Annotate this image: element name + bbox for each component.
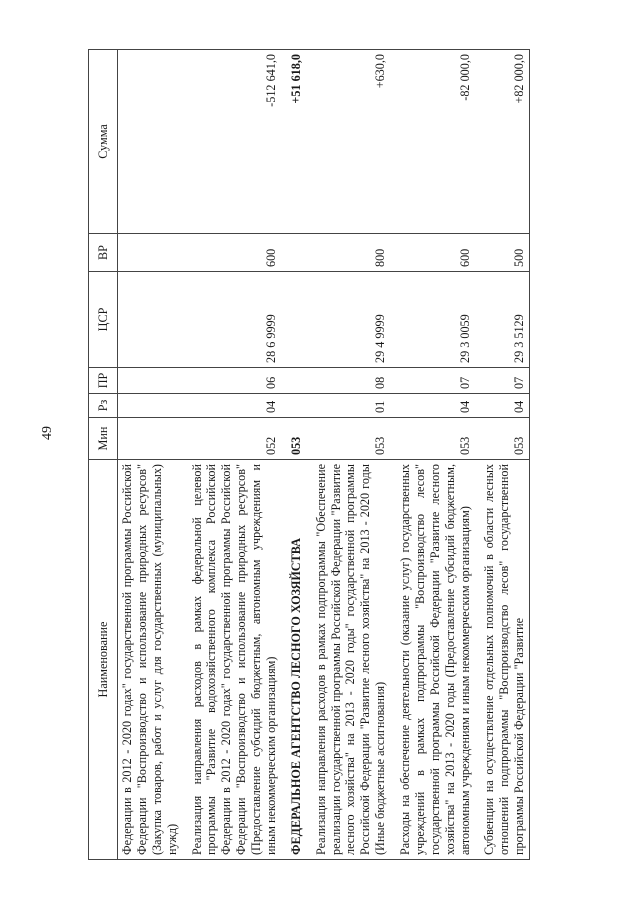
budget-table-container <box>88 50 608 860</box>
column-header-rz: Рз <box>89 394 118 418</box>
row-rz <box>118 394 182 418</box>
row-name: Реализация направления расходов в рамках федеральной целевой программы "Развитие водохозяйственного комплекса Российской Федерации в 2012 - 2020 годах" государственной программы Российской Федерации "Воспроизводство и использование природных ресурсов" (Предоставление субсидий бюджетным, автономным учреждениям и иным некоммерческим организациям) <box>188 460 281 860</box>
row-sum <box>118 50 182 234</box>
row-name: Субвенции на осуществление отдельных полномочий в области лесных отношений подпрограммы "Воспроизводство лесов" государственной программы Российской Федерации "Развитие <box>480 460 529 860</box>
row-sum: +82 000,0 <box>480 50 529 234</box>
row-pr: 07 <box>480 368 529 394</box>
row-pr <box>118 368 182 394</box>
column-header-pr: ПР <box>89 368 118 394</box>
row-vr <box>118 234 182 272</box>
row-min <box>118 418 182 460</box>
row-vr <box>287 234 306 272</box>
table-row <box>312 50 390 860</box>
table-row <box>118 50 182 860</box>
row-min: 053 <box>480 418 529 460</box>
row-rz: 04 <box>480 394 529 418</box>
row-rz: 01 <box>312 394 390 418</box>
row-sum: +630,0 <box>312 50 390 234</box>
row-min: 052 <box>188 418 281 460</box>
row-rz: 04 <box>396 394 474 418</box>
row-min: 053 <box>396 418 474 460</box>
table-header-row <box>89 50 118 860</box>
row-min: 053 <box>287 418 306 460</box>
row-csr: 28 6 9999 <box>188 272 281 368</box>
column-header-csr: ЦСР <box>89 272 118 368</box>
column-header-sum: Сумма <box>89 50 118 234</box>
row-rz: 04 <box>188 394 281 418</box>
table-row <box>480 50 529 860</box>
row-name: Расходы на обеспечение деятельности (оказание услуг) государственных учреждений в рамках подпрограммы "Воспроизводство лесов" государственной программы Российской Федерации "Развитие лесного хозяйства" на 2013 - 2020 годы (Предоставление субсидий бюджетным, автономным учреждениям и иным некоммерческим организациям) <box>396 460 474 860</box>
row-csr <box>287 272 306 368</box>
row-name: Реализация направления расходов в рамках подпрограммы "Обеспечение реализации государственной программы Российской Федерации "Развитие лесного хозяйства" на 2013 - 2020 годы" государственной программы Российской Федерации "Развитие лесного хозяйства" на 2013 - 2020 годы (Иные бюджетные ассигнования) <box>312 460 390 860</box>
table-row <box>396 50 474 860</box>
row-vr: 600 <box>188 234 281 272</box>
row-csr: 29 3 0059 <box>396 272 474 368</box>
row-pr: 08 <box>312 368 390 394</box>
row-csr <box>118 272 182 368</box>
column-header-vr: ВР <box>89 234 118 272</box>
row-sum: +51 618,0 <box>287 50 306 234</box>
column-header-name: Наименование <box>89 460 118 860</box>
row-sum: -512 641,0 <box>188 50 281 234</box>
row-name: ФЕДЕРАЛЬНОЕ АГЕНТСТВО ЛЕСНОГО ХОЗЯЙСТВА <box>287 460 306 860</box>
row-rz <box>287 394 306 418</box>
row-name: Федерации в 2012 - 2020 годах" государственной программы Российской Федерации "Воспроизводство и использование природных ресурсов" (Закупка товаров, работ и услуг для государственных (муниципальных) нужд) <box>118 460 182 860</box>
row-vr: 800 <box>312 234 390 272</box>
row-vr: 500 <box>480 234 529 272</box>
page-number: 49 <box>40 426 55 440</box>
table-row <box>188 50 281 860</box>
row-sum: -82 000,0 <box>396 50 474 234</box>
row-pr <box>287 368 306 394</box>
row-pr: 06 <box>188 368 281 394</box>
budget-table <box>88 49 530 860</box>
column-header-min: Мин <box>89 418 118 460</box>
row-min: 053 <box>312 418 390 460</box>
table-row-agency <box>287 50 306 860</box>
row-vr: 600 <box>396 234 474 272</box>
row-csr: 29 4 9999 <box>312 272 390 368</box>
row-csr: 29 3 5129 <box>480 272 529 368</box>
row-pr: 07 <box>396 368 474 394</box>
